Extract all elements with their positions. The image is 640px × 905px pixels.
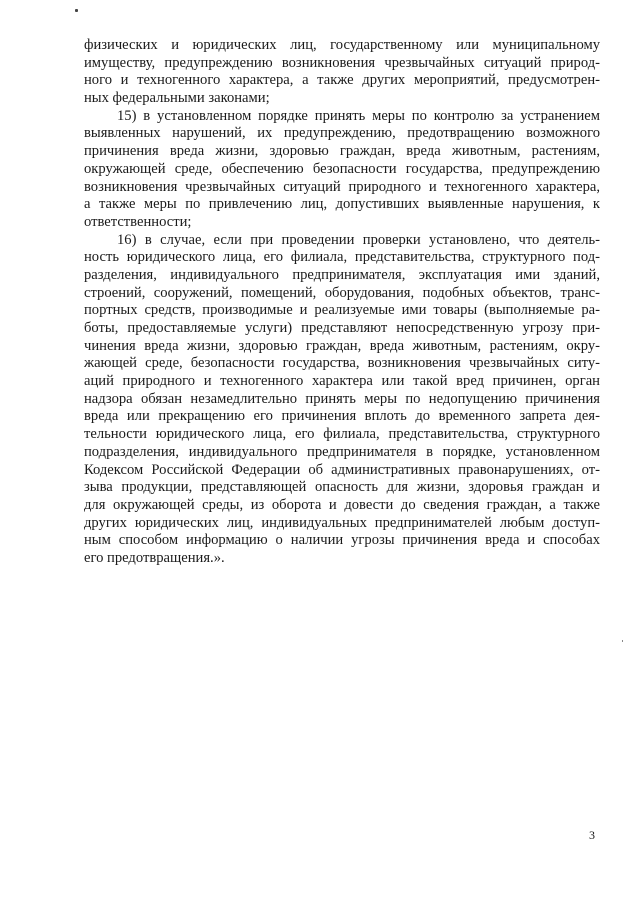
text-line: надзора обязан незамедлительно принять меры по недопущению причинения <box>84 390 600 407</box>
text-line: для окружающей среды, из оборота и довести до сведения граждан, а также <box>84 496 600 513</box>
text-line: строений, сооружений, помещений, оборудования, подобных объектов, транс- <box>84 284 600 301</box>
text-line: других юридических лиц, индивидуальных предпринимателей любым доступ- <box>84 514 600 531</box>
text-line: ответственности; <box>84 213 192 230</box>
text-line: 15) в установленном порядке принять меры по контролю за устранением <box>117 107 600 124</box>
scan-speck <box>75 9 78 12</box>
text-line: чинения вреда жизни, здоровью граждан, вреда животным, растениям, окру- <box>84 337 600 354</box>
text-line: ным способом информацию о наличии угрозы причинения вреда и способах <box>84 532 600 549</box>
text-line: 16) в случае, если при проведении проверки установлено, что деятель- <box>117 231 600 248</box>
scan-speck <box>622 640 623 642</box>
text-line: портных средств, производимые и реализуемые ими товары (выполняемые ра- <box>84 302 600 319</box>
text-line: имуществу, предупреждению возникновения чрезвычайных ситуаций природ- <box>84 54 600 71</box>
text-line: его предотвращения.». <box>84 549 225 566</box>
text-line: ных федеральными законами; <box>84 90 270 107</box>
text-line: возникновения чрезвычайных ситуаций природного и техногенного характера, <box>84 178 600 195</box>
text-line: физических и юридических лиц, государственному или муниципальному <box>84 37 600 53</box>
text-line: окружающей среде, обеспечению безопасности государства, предупреждению <box>84 160 600 177</box>
text-line: выявленных нарушений, их предупреждению, предотвращению возможного <box>84 125 600 142</box>
text-line: аций природного и техногенного характера или такой вред причинен, орган <box>84 373 600 390</box>
text-line: вреда или прекращению его причинения вплоть до временного запрета дея- <box>84 408 600 425</box>
text-line: причинения вреда жизни, здоровью граждан, вреда животным, растениям, <box>84 143 600 160</box>
text-line: а также меры по привлечению лиц, допустивших выявленные нарушения, к <box>84 196 600 213</box>
text-line: жающей среде, безопасности государства, возникновения чрезвычайных ситу- <box>84 355 600 372</box>
text-line: тельности юридического лица, его филиала, представительства, структурного <box>84 426 600 443</box>
text-line: ного и техногенного характера, а также других мероприятий, предусмотрен- <box>84 72 600 89</box>
text-line: подразделения, индивидуального предпринимателя в порядке, установленном <box>84 443 600 460</box>
text-line: боты, предоставляемые услуги) представляют непосредственную угрозу при- <box>84 320 600 336</box>
page-number: 3 <box>589 828 595 842</box>
text-line: ность юридического лица, его филиала, представительства, структурного под- <box>84 249 600 266</box>
document-body <box>84 37 600 568</box>
text-line: зыва продукции, представляющей опасность для жизни, здоровья граждан и <box>84 479 600 496</box>
text-line: Кодексом Российской Федерации об административных правонарушениях, от- <box>84 461 600 478</box>
text-line: разделения, индивидуального предпринимателя, эксплуатация ими зданий, <box>84 266 600 283</box>
